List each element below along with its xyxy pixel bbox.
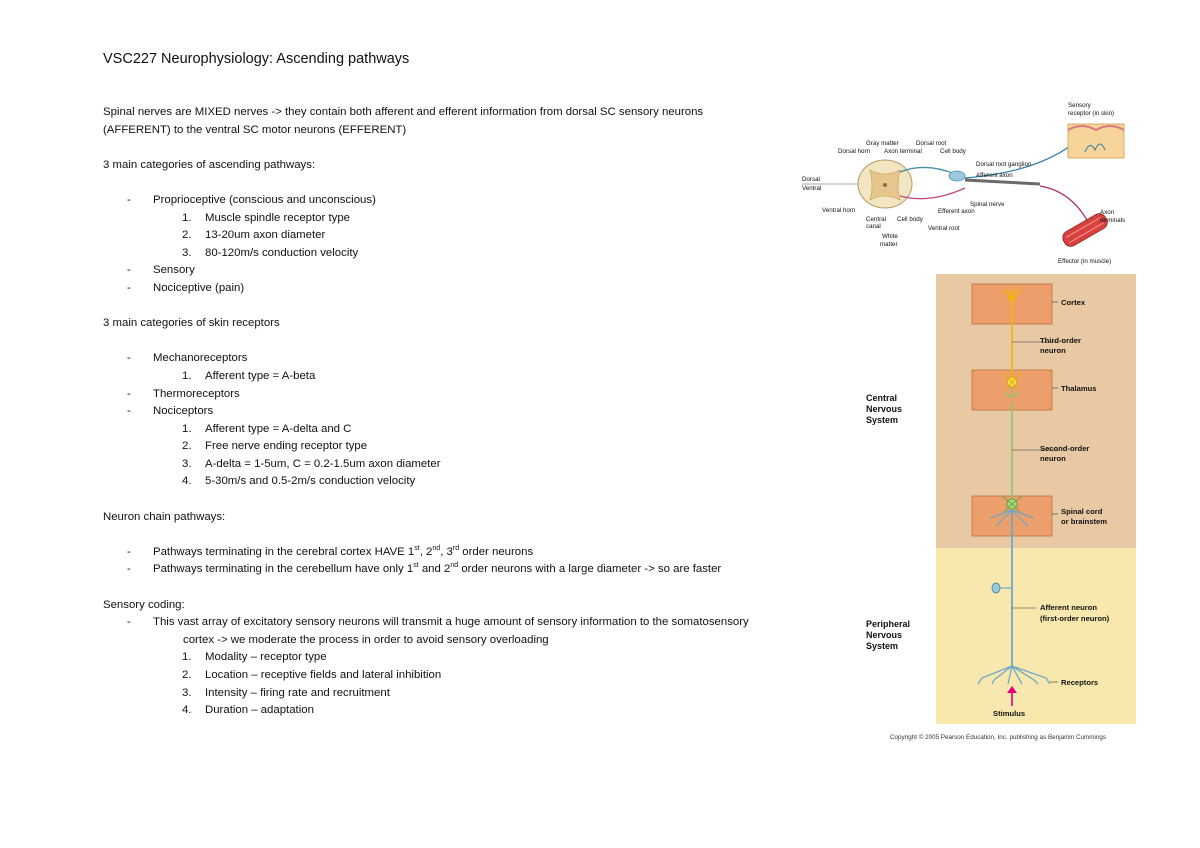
coding-heading: Sensory coding: — [103, 598, 185, 611]
pns-label-1: Peripheral — [866, 619, 911, 629]
list-item: - Mechanoreceptors — [127, 352, 248, 365]
list-item: 1. Muscle spindle receptor type — [182, 211, 350, 224]
list-item: - Thermoreceptors — [127, 387, 240, 400]
third-order-cell-body — [1009, 295, 1016, 302]
axon-terminals-label: Axon — [1100, 209, 1115, 216]
ventral-horn-label: Ventral horn — [822, 207, 856, 214]
cns-label-1: Central — [866, 393, 898, 403]
list-item: 4. 5-30m/s and 0.5-2m/s conduction velocity — [182, 475, 416, 488]
list-item: - Proprioceptive (conscious and unconscious) — [127, 193, 376, 206]
neuron-chain-figure — [860, 274, 1138, 724]
cns-label-2: Nervous — [866, 404, 903, 414]
spinal-cord-figure — [800, 100, 1140, 270]
intro-line-2: (AFFERENT) to the ventral SC motor neurons (EFFERENT) — [103, 123, 407, 136]
third-order-label: Third-order — [1040, 336, 1081, 345]
ventral-label: Ventral — [802, 185, 822, 192]
list-item: - This vast array of excitatory sensory neurons will transmit a huge amount of sensory information to the somatosensory — [127, 616, 749, 629]
list-item: 4. Duration – adaptation — [182, 704, 314, 717]
page-title: VSC227 Neurophysiology: Ascending pathways — [103, 51, 410, 67]
skin-heading: 3 main categories of skin receptors — [103, 317, 280, 330]
stimulus-label: Stimulus — [993, 709, 1026, 718]
list-item: - Nociceptors — [127, 405, 214, 418]
afferent-axon-label: Afferent axon — [976, 172, 1013, 179]
cortex-label: Cortex — [1061, 298, 1086, 307]
spinal-nerve-label: Spinal nerve — [970, 201, 1005, 208]
receptors-label: Receptors — [1061, 678, 1099, 687]
dorsal-root-ganglion — [949, 171, 965, 181]
intro-line-1: Spinal nerves are MIXED nerves -> they contain both afferent and efferent information from dorsal SC sensory neurons — [103, 106, 704, 118]
efferent-axon-label: Efferent axon — [938, 208, 975, 215]
white-matter-label: White — [882, 233, 898, 240]
effector-label: Effector (in muscle) — [1058, 258, 1112, 265]
afferent-neuron-label-2: (first-order neuron) — [1040, 614, 1110, 623]
list-item: - Pathways terminating in the cerebellum have only 1st and 2nd order neurons with a large diameter -> so are faster — [127, 562, 722, 576]
ventral-root-label: Ventral root — [928, 225, 960, 232]
dorsal-label: Dorsal — [802, 176, 820, 183]
cell-body-bottom-label: Cell body — [897, 216, 923, 223]
axon-terminals-label-2: terminals — [1100, 217, 1126, 224]
ascending-heading: 3 main categories of ascending pathways: — [103, 158, 316, 171]
list-item: - Sensory — [127, 264, 195, 277]
chain-heading: Neuron chain pathways: — [103, 510, 226, 523]
spinal-cord-label: Spinal cord — [1061, 507, 1103, 516]
afferent-neuron-label: Afferent neuron — [1040, 603, 1097, 612]
list-item: 1. Afferent type = A-delta and C — [182, 422, 352, 435]
list-item: 3. A-delta = 1-5um, C = 0.2-1.5um axon diameter — [182, 457, 441, 470]
dorsal-root-ganglion-label: Dorsal root ganglion — [976, 161, 1032, 168]
gray-matter-label: Gray matter — [866, 140, 899, 147]
central-canal-dot — [883, 183, 887, 187]
pns-background — [936, 548, 1136, 724]
list-item: 1. Afferent type = A-beta — [182, 369, 316, 382]
cns-label-3: System — [866, 415, 899, 425]
thalamus-label: Thalamus — [1061, 384, 1097, 393]
sensory-receptor-label: Sensory — [1068, 102, 1091, 109]
dorsal-root-label: Dorsal root — [916, 140, 947, 147]
list-item: 3. Intensity – firing rate and recruitment — [182, 686, 390, 699]
list-item: 2. Location – receptive fields and lateral inhibition — [182, 669, 442, 681]
spinal-nerve — [965, 180, 1040, 184]
central-canal-label: Central — [866, 216, 886, 223]
notes-body — [103, 104, 843, 720]
list-item: 1. Modality – receptor type — [182, 651, 327, 664]
sensory-receptor-label-2: receptor (in skin) — [1068, 110, 1115, 117]
axon-terminal-label: Axon terminal — [884, 148, 922, 155]
list-item: - Pathways terminating in the cerebral cortex HAVE 1st, 2nd, 3rd order neurons — [127, 545, 534, 558]
list-item: 2. Free nerve ending receptor type — [182, 440, 368, 453]
list-item: 3. 80-120m/s conduction velocity — [182, 246, 359, 259]
first-order-cell-body — [992, 583, 1000, 593]
third-order-label-2: neuron — [1040, 346, 1066, 355]
copyright-notice: Copyright © 2005 Pearson Education, Inc. publishing as Benjamin Cummings — [890, 734, 1107, 741]
dorsal-horn-label: Dorsal horn — [838, 148, 870, 155]
pns-label-3: System — [866, 641, 899, 651]
second-order-label: Second-order — [1040, 444, 1090, 453]
cell-body-top-label: Cell body — [940, 148, 966, 155]
second-order-label-2: neuron — [1040, 454, 1066, 463]
spinal-cord-label-2: or brainstem — [1061, 517, 1107, 526]
pns-label-2: Nervous — [866, 630, 903, 640]
central-canal-label-2: canal — [866, 223, 881, 230]
list-item: - Nociceptive (pain) — [127, 281, 245, 294]
white-matter-label-2: matter — [880, 241, 898, 248]
list-item-continuation: cortex -> we moderate the process in order to avoid sensory overloading — [183, 633, 549, 646]
list-item: 2. 13-20um axon diameter — [182, 229, 326, 242]
